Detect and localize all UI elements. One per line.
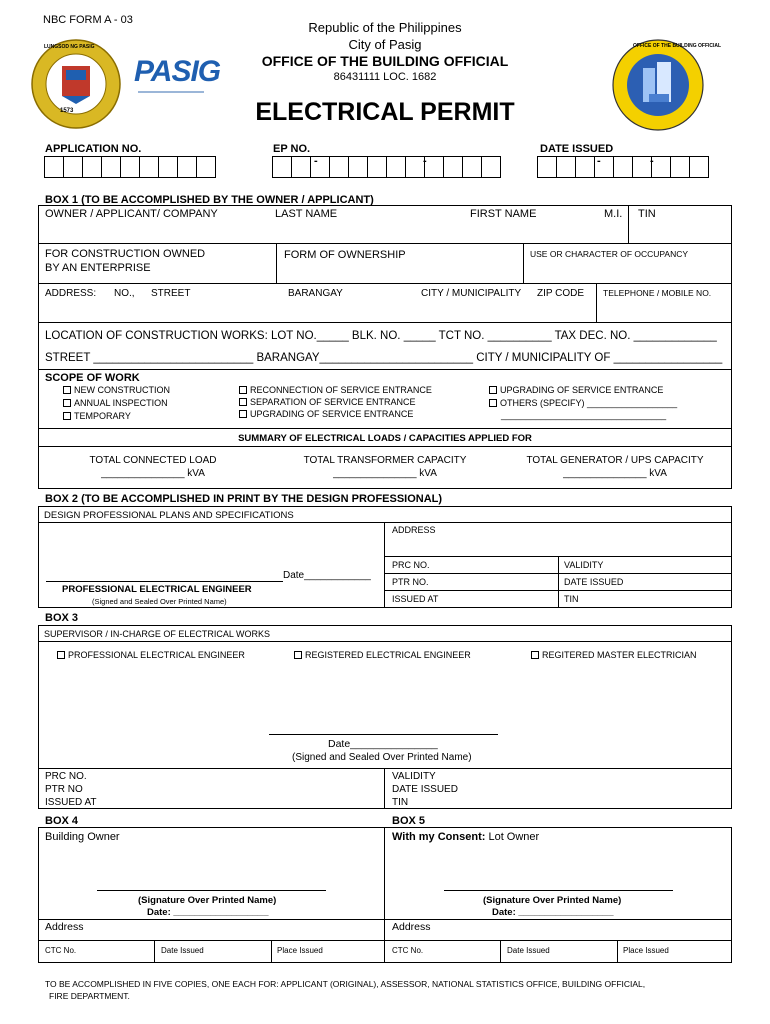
date-issued-field[interactable] [537,156,709,178]
supervisor-label: SUPERVISOR / IN-CHARGE OF ELECTRICAL WORKS [44,629,271,639]
first-name-label: FIRST NAME [470,208,537,220]
pasig-city-seal: 1573 LUNGSOD NG PASIG [30,38,122,130]
for-construction-label-1: FOR CONSTRUCTION OWNED [45,248,206,260]
total-transformer-field[interactable]: _______________ kVA [333,468,437,479]
form-number: NBC FORM A - 03 [43,14,133,26]
box4-heading: BOX 4 [45,815,79,827]
total-connected-load-label: TOTAL CONNECTED LOAD [89,455,217,466]
box3-heading: BOX 3 [45,612,79,624]
summary-heading: SUMMARY OF ELECTRICAL LOADS / CAPACITIES APPLIED FOR [238,433,532,444]
box5-address-label: Address [392,921,431,933]
zip-code-label: ZIP CODE [537,288,585,299]
box2-engineer: PROFESSIONAL ELECTRICAL ENGINEER [62,584,252,595]
box2-issued-at-label: ISSUED AT [392,594,439,604]
box2-date-issued-label: DATE ISSUED [564,577,624,587]
box2-signed: (Signed and Sealed Over Printed Name) [92,597,227,606]
mi-label: M.I. [604,208,623,220]
ep-dash: - [423,155,427,167]
box3-date: Date_______________ [328,738,438,750]
page-title: ELECTRICAL PERMIT [255,98,515,126]
box5-date-issued-label: Date Issued [507,946,550,955]
box3-signed: (Signed and Sealed Over Printed Name) [292,752,472,763]
box2-validity-label: VALIDITY [564,560,604,570]
box3-date-issued-label: DATE ISSUED [392,784,458,795]
barangay-label: BARANGAY [288,288,343,299]
scope-others[interactable]: OTHERS (SPECIFY) __________________ [489,398,677,408]
date-issued-label: DATE ISSUED [540,143,614,155]
box3-tin-label: TIN [392,797,409,808]
box5-signature: (Signature Over Printed Name) [483,895,622,906]
box4-date-issued-label: Date Issued [161,946,204,955]
box2-ptr-label: PTR NO. [392,577,429,587]
box2-prc-label: PRC NO. [392,560,430,570]
box3-issued-at-label: ISSUED AT [45,797,97,808]
box3-ptr-label: PTR NO [45,784,83,795]
design-plans-label: DESIGN PROFESSIONAL PLANS AND SPECIFICATIONS [44,510,294,521]
total-generator-label: TOTAL GENERATOR / UPS CAPACITY [526,455,704,466]
building-official-seal: OFFICE OF THE BUILDING OFFICIAL [611,38,705,132]
ep-no-label: EP NO. [273,143,311,155]
total-generator-field[interactable]: _______________ kVA [563,468,667,479]
box4-address-label: Address [45,921,84,933]
for-construction-label-2: BY AN ENTERPRISE [45,262,151,274]
street-label: STREET [151,288,191,299]
address-label: ADDRESS: [45,288,97,299]
pasig-logo: PASIG [134,55,210,99]
tin-label: TIN [638,208,656,220]
form-of-ownership-label: FORM OF OWNERSHIP [284,249,406,261]
application-no-label: APPLICATION NO. [45,143,142,155]
building-owner-label: Building Owner [45,831,120,843]
last-name-label: LAST NAME [275,208,338,220]
scope-upgrading[interactable]: UPGRADING OF SERVICE ENTRANCE [239,409,413,419]
scope-upgrading-2[interactable]: UPGRADING OF SERVICE ENTRANCE [489,385,663,395]
footer-line-1: TO BE ACCOMPLISHED IN FIVE COPIES, ONE EACH FOR: APPLICANT (ORIGINAL), ASSESSOR, NATIONAL STATISTICS OFFICE, BUILDING OFFICIAL, [45,979,646,989]
box4-date: Date: __________________ [147,907,269,918]
box5-date: Date: __________________ [492,907,614,918]
republic-line: Republic of the Philippines [308,20,462,35]
scope-new-construction[interactable]: NEW CONSTRUCTION [63,385,170,395]
scope-temporary[interactable]: TEMPORARY [63,411,131,421]
footer-line-2: FIRE DEPARTMENT. [49,991,130,1001]
box4-place-issued-label: Place Issued [277,946,323,955]
scope-separation[interactable]: SEPARATION OF SERVICE ENTRANCE [239,397,416,407]
office-line: OFFICE OF THE BUILDING OFFICIAL [261,53,509,69]
date-dash: - [597,155,601,167]
total-connected-load-field[interactable]: _______________ kVA [101,468,205,479]
box2-address-label: ADDRESS [392,525,436,535]
location-line: LOCATION OF CONSTRUCTION WORKS: LOT NO._____ BLK. NO. _____ TCT NO. __________ TAX DEC. NO. _____________ [45,330,717,342]
option-registered-ee[interactable]: REGISTERED ELECTRICAL ENGINEER [294,650,471,660]
phone-line: 86431111 LOC. 1682 [333,71,437,83]
application-no-field[interactable] [44,156,216,178]
box3-validity-label: VALIDITY [392,771,436,782]
box5-heading: BOX 5 [392,815,426,827]
box1-heading: BOX 1 (TO BE ACCOMPLISHED BY THE OWNER / APPLICANT) [45,194,374,206]
option-master-electrician[interactable]: REGITERED MASTER ELECTRICIAN [531,650,697,660]
scope-reconnection[interactable]: RECONNECTION OF SERVICE ENTRANCE [239,385,432,395]
option-professional-ee[interactable]: PROFESSIONAL ELECTRICAL ENGINEER [57,650,245,660]
box2-tin-label: TIN [564,594,579,604]
box3-prc-label: PRC NO. [45,771,87,782]
ep-dash: - [314,155,318,167]
box4-ctc-label: CTC No. [45,946,77,955]
lot-owner-label: With my Consent: Lot Owner [392,831,540,843]
no-label: NO., [114,288,135,299]
use-character-label: USE OR CHARACTER OF OCCUPANCY [530,249,689,259]
city-line: City of Pasig [348,37,422,52]
scope-annual-inspection[interactable]: ANNUAL INSPECTION [63,398,168,408]
street-line: STREET _________________________ BARANGAY________________________ CITY / MUNICIPALITY OF _________________ [45,352,723,364]
box2-heading: BOX 2 (TO BE ACCOMPLISHED IN PRINT BY THE DESIGN PROFESSIONAL) [45,493,443,505]
city-municipality-label: CITY / MUNICIPALITY [421,288,522,299]
telephone-label: TELEPHONE / MOBILE NO. [603,288,712,298]
box5-ctc-label: CTC No. [392,946,424,955]
box4-signature: (Signature Over Printed Name) [138,895,277,906]
total-transformer-label: TOTAL TRANSFORMER CAPACITY [303,455,467,466]
date-dash: - [650,155,654,167]
scope-others-line: _________________________________ [501,410,667,420]
box2-date: Date____________ [283,570,371,581]
box5-place-issued-label: Place Issued [623,946,669,955]
scope-heading: SCOPE OF WORK [45,372,140,384]
owner-label: OWNER / APPLICANT/ COMPANY [45,208,218,220]
ep-no-field[interactable] [272,156,501,178]
